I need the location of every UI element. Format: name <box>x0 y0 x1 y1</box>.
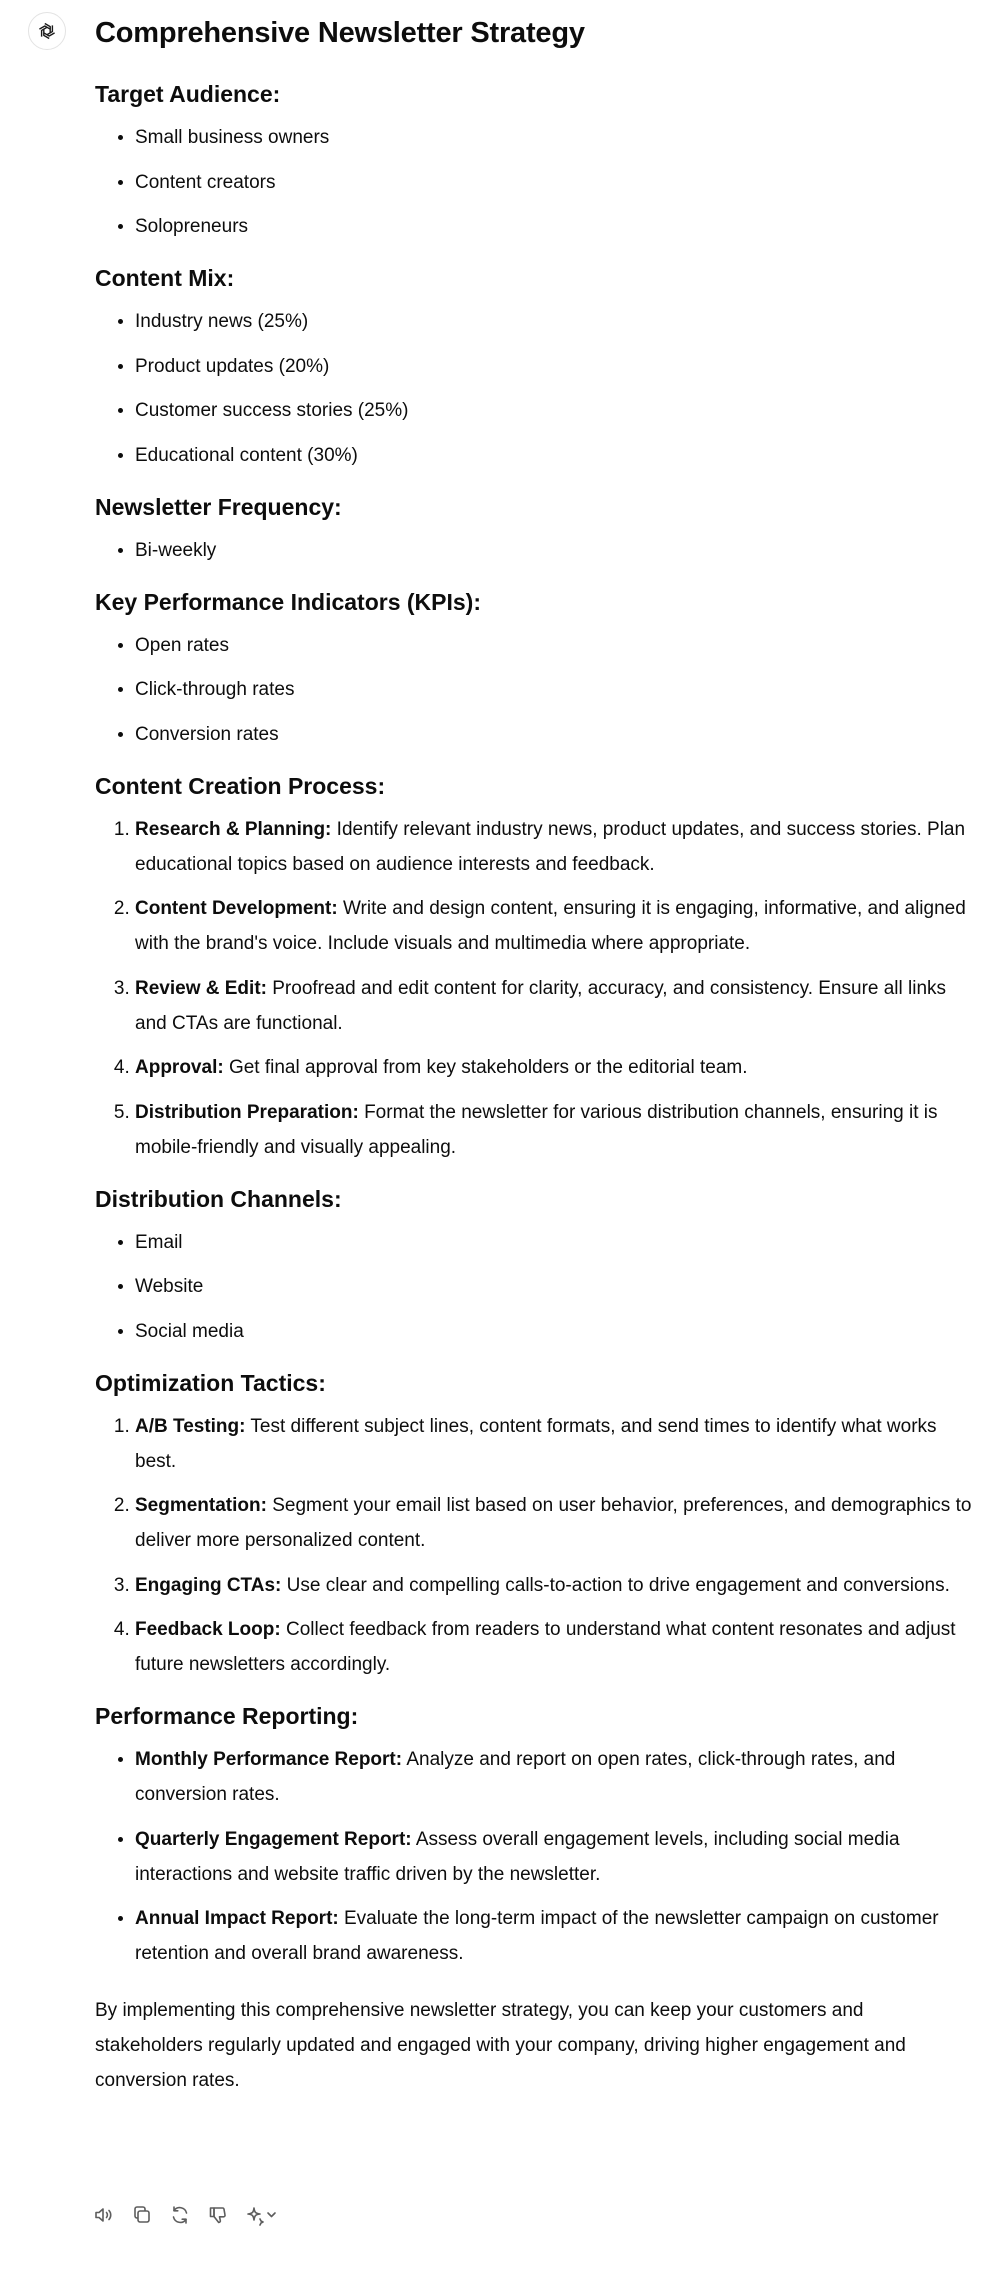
closing-paragraph: By implementing this comprehensive newsletter strategy, you can keep your customers and stakeholders regularly updated and engaged with your company, driving higher engagement and conversion rates. <box>95 2000 906 2091</box>
list-item-label: Approval: <box>135 1057 224 1078</box>
read-aloud-button[interactable] <box>92 2203 116 2227</box>
bullet-list <box>95 533 975 568</box>
list-item-label: Feedback Loop: <box>135 1619 281 1640</box>
section <box>95 491 975 568</box>
section-heading: Content Creation Process: <box>95 772 386 799</box>
list-item <box>135 1822 975 1892</box>
section-heading: Key Performance Indicators (KPIs): <box>95 588 482 615</box>
section <box>95 770 975 1165</box>
list-item-text: Format the newsletter for various distribution channels, ensuring it is mobile-friendly and visually appealing. <box>135 1101 938 1158</box>
thumbs-down-button[interactable] <box>206 2203 230 2227</box>
list-item-text: Segment your email list based on user behavior, preferences, and demographics to deliver more personalized content. <box>135 1495 972 1551</box>
section <box>95 1183 975 1349</box>
list-item <box>135 209 975 244</box>
list-item-text: Test different subject lines, content formats, and send times to identify what works best. <box>135 1415 937 1472</box>
list-item-label: A/B Testing: <box>135 1415 246 1437</box>
list-item-text: Social media <box>135 1320 244 1342</box>
list-item-text: Industry news (25%) <box>135 311 309 332</box>
assistant-avatar <box>28 12 66 50</box>
strategy-sections <box>95 78 975 1971</box>
message-title: Comprehensive Newsletter Strategy <box>95 17 585 49</box>
list-item-label: Review & Edit: <box>135 977 267 999</box>
copy-button[interactable] <box>130 2203 154 2227</box>
list-item <box>135 1568 975 1603</box>
list-item-text: Educational content (30%) <box>135 444 358 466</box>
bullet-list <box>95 1225 975 1349</box>
list-item <box>135 1269 975 1304</box>
list-item <box>135 672 975 707</box>
list-item-text: Get final approval from key stakeholders or the editorial team. <box>223 1057 748 1078</box>
section <box>95 1367 975 1683</box>
section-heading: Target Audience: <box>95 81 281 107</box>
list-item-text: Use clear and compelling calls-to-action to drive engagement and conversions. <box>281 1574 950 1596</box>
list-item-label: Monthly Performance Report: <box>135 1749 403 1770</box>
list-item <box>135 1225 975 1260</box>
sparkle-icon <box>244 2204 278 2226</box>
list-item-text: Open rates <box>135 634 229 656</box>
section <box>95 78 975 244</box>
list-item <box>135 393 975 428</box>
list-item-label: Research & Planning: <box>135 818 332 840</box>
list-item <box>135 304 975 339</box>
list-item <box>135 349 975 384</box>
list-item-text: Small business owners <box>135 127 330 148</box>
numbered-list <box>95 812 975 1165</box>
chevron-down-icon <box>268 2213 275 2217</box>
list-item-label: Annual Impact Report: <box>135 1908 339 1929</box>
section <box>95 586 975 752</box>
list-item-text: Solopreneurs <box>135 216 249 237</box>
list-item <box>135 717 975 752</box>
list-item <box>135 1488 975 1558</box>
list-item-text: Analyze and report on open rates, click-through rates, and conversion rates. <box>135 1749 896 1805</box>
regenerate-icon <box>169 2204 191 2226</box>
list-item-text: Click-through rates <box>135 679 295 700</box>
section <box>95 1700 975 1971</box>
list-item-text: Proofread and edit content for clarity, accuracy, and consistency. Ensure all links and CTAs are functional. <box>135 977 947 1034</box>
list-item-text: Customer success stories (25%) <box>135 400 409 421</box>
thumbs-down-icon <box>207 2204 229 2226</box>
list-item-label: Distribution Preparation: <box>135 1101 359 1123</box>
list-item <box>135 1409 975 1479</box>
list-item <box>135 438 975 473</box>
section-heading: Performance Reporting: <box>95 1703 359 1729</box>
list-item <box>135 891 975 961</box>
section <box>95 262 975 473</box>
list-item <box>135 971 975 1041</box>
list-item-text: Product updates (20%) <box>135 355 330 377</box>
list-item-text: Identify relevant industry news, product updates, and success stories. Plan educational topics based on audience interests and feedback. <box>135 818 966 875</box>
list-item <box>135 1050 975 1085</box>
list-item-label: Quarterly Engagement Report: <box>135 1828 412 1850</box>
list-item <box>135 1742 975 1812</box>
copy-icon <box>131 2204 153 2226</box>
section-heading: Optimization Tactics: <box>95 1369 326 1396</box>
assistant-message <box>95 8 975 2098</box>
list-item <box>135 1612 975 1682</box>
regenerate-button[interactable] <box>168 2203 192 2227</box>
list-item <box>135 533 975 568</box>
change-model-button[interactable] <box>244 2203 278 2227</box>
list-item <box>135 120 975 155</box>
list-item <box>135 165 975 200</box>
list-item-text: Email <box>135 1231 183 1253</box>
bullet-list <box>95 120 975 244</box>
list-item-text: Website <box>135 1276 204 1297</box>
section-heading: Newsletter Frequency: <box>95 493 342 520</box>
list-item-text: Evaluate the long-term impact of the newsletter campaign on customer retention and overall brand awareness. <box>135 1908 939 1964</box>
list-item <box>135 628 975 663</box>
list-item <box>135 1314 975 1349</box>
numbered-list <box>95 1409 975 1683</box>
list-item-text: Write and design content, ensuring it is engaging, informative, and aligned with the brand's voice. Include visuals and multimedia where appropriate. <box>135 898 966 954</box>
list-item <box>135 1095 975 1165</box>
list-item-text: Conversion rates <box>135 723 279 745</box>
list-item-label: Engaging CTAs: <box>135 1574 282 1596</box>
list-item <box>135 1901 975 1971</box>
section-heading: Content Mix: <box>95 265 235 291</box>
bullet-list <box>95 628 975 752</box>
bullet-list <box>95 304 975 473</box>
list-item-text: Bi-weekly <box>135 539 217 561</box>
bullet-list <box>95 1742 975 1971</box>
section-heading: Distribution Channels: <box>95 1185 342 1212</box>
list-item-text: Content creators <box>135 171 276 193</box>
openai-logo-icon <box>35 19 59 43</box>
list-item <box>135 812 975 882</box>
speaker-icon <box>93 2204 115 2226</box>
list-item-text: Collect feedback from readers to understand what content resonates and adjust future newsletters accordingly. <box>135 1619 956 1675</box>
message-actions <box>92 2203 278 2227</box>
list-item-label: Segmentation: <box>135 1495 267 1516</box>
list-item-text: Assess overall engagement levels, including social media interactions and website traffic driven by the newsletter. <box>135 1828 900 1885</box>
list-item-label: Content Development: <box>135 898 338 919</box>
